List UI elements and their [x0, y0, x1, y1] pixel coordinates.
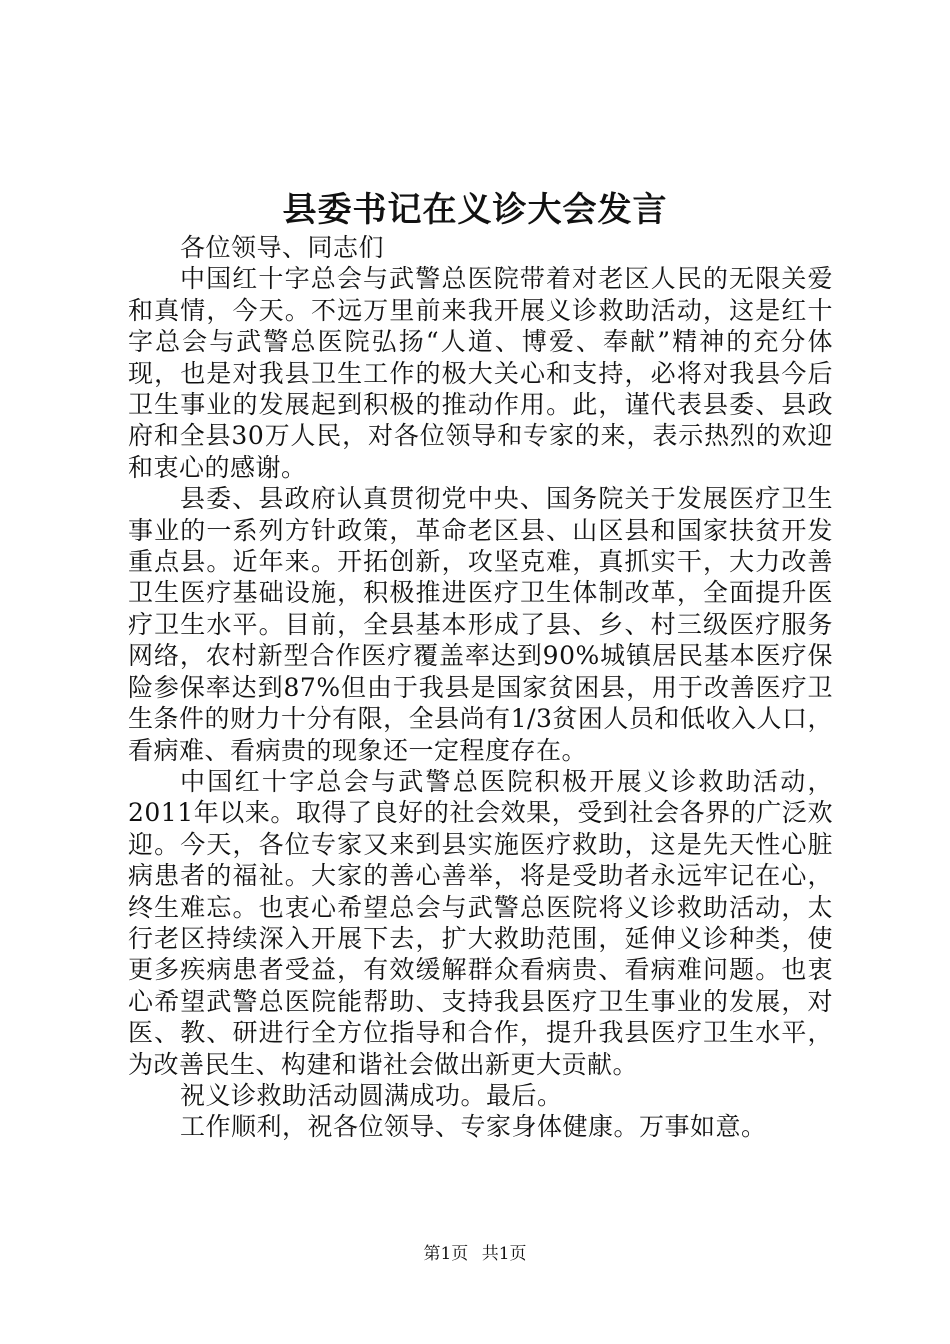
paragraph: 中国红十字总会与武警总医院积极开展义诊救助活动，2011年以来。取得了良好的社会效果，受到社会各界的广泛欢迎。今天，各位专家又来到县实施医疗救助，这是先天性心脏病患者的福祉。大家的善心善举，将是受助者永远牢记在心，终生难忘。也衷心希望总会与武警总医院将义诊救助活动，太行老区持续深入开展下去，扩大救助范围，延伸义诊种类，使更多疾病患者受益，有效缓解群众看病贵、看病难问题。也衷心希望武警总医院能帮助、支持我县医疗卫生事业的发展，对医、教、研进行全方位指导和合作，提升我县医疗卫生水平，为改善民生、构建和谐社会做出新更大贡献。: [128, 766, 833, 1079]
page-number: 第1页: [423, 1244, 469, 1264]
paragraph: 工作顺利，祝各位领导、专家身体健康。万事如意。: [180, 1112, 767, 1142]
paragraph: 县委、县政府认真贯彻党中央、国务院关于发展医疗卫生事业的一系列方针政策，革命老区县、山区县和国家扶贫开发重点县。近年来。开拓创新，攻坚克难，真抓实干，大力改善卫生医疗基础设施，积极推进医疗卫生体制改革，全面提升医疗卫生水平。目前，全县基本形成了县、乡、村三级医疗服务网络，农村新型合作医疗覆盖率达到90%城镇居民基本医疗保险参保率达到87%但由于我县是国家贫困县，用于改善医疗卫生条件的财力十分有限，全县尚有1/3贫困人员和低收入人口，看病难、看病贵的现象还一定程度存在。: [128, 484, 833, 765]
paragraph: 祝义诊救助活动圆满成功。最后。: [180, 1080, 563, 1110]
salutation: 各位领导、同志们: [180, 233, 385, 262]
paragraph: 中国红十字总会与武警总医院带着对老区人民的无限关爱和真情，今天。不远万里前来我开展义诊救助活动，这是红十字总会与武警总医院弘扬“人道、博爱、奉献”精神的充分体现，也是对我县卫生工作的极大关心和支持，必将对我县今后卫生事业的发展起到积极的推动作用。此，谨代表县委、县政府和全县30万人民，对各位领导和专家的来，表示热烈的欢迎和衷心的感谢。: [128, 264, 833, 482]
document-body: [128, 232, 833, 1143]
document-title: 县委书记在义诊大会发言: [282, 190, 668, 230]
page-footer: [0, 1242, 950, 1266]
page-total: 共1页: [481, 1244, 527, 1264]
